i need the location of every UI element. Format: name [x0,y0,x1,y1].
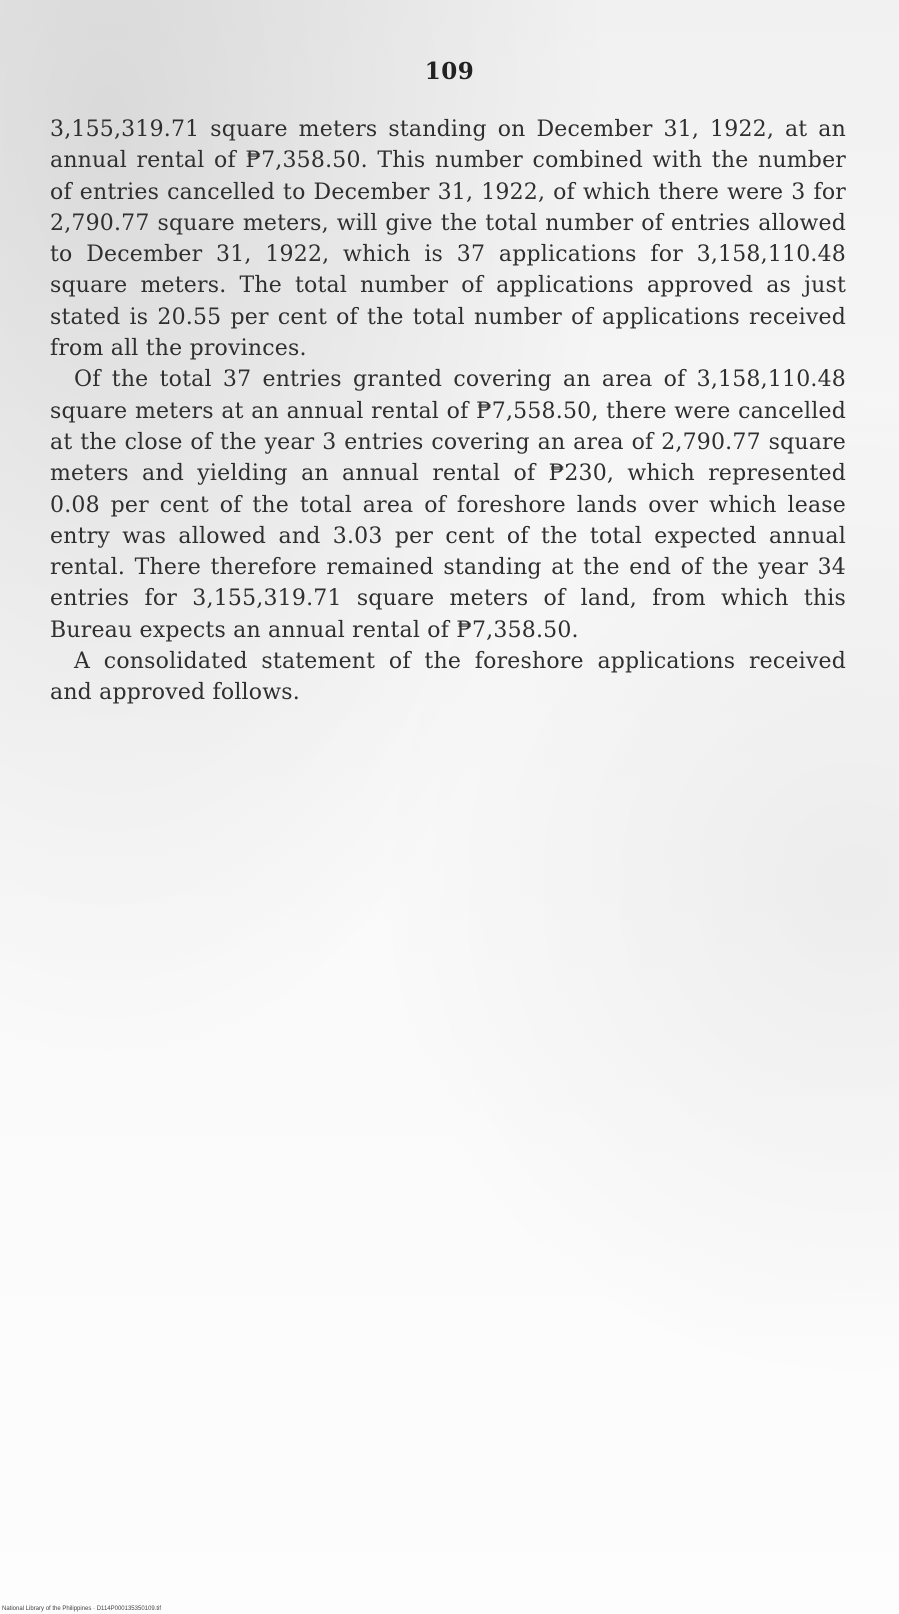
paragraph-1: 3,155,319.71 square meters standing on December 31, 1922, at an annual rental of ₱7,358.50. This number combined with the number of entries cancelled to December 31, 1922, of which there were 3 for 2,790.77 square meters, will give the total number of entries allowed to December 31, 1922, which is 37 applications for 3,158,110.48 square meters. The total number of applications approved as just stated is 20.55 per cent of the total number of applications received from all the provinces. [50,117,846,362]
body-text [50,114,846,709]
paragraph-2: Of the total 37 entries granted covering an area of 3,158,110.48 square meters at an annual rental of ₱7,558.50, there were cancelled at the close of the year 3 entries covering an area of 2,790.77 square meters and yielding an annual rental of ₱230, which represented 0.08 per cent of the total area of foreshore lands over which lease entry was allowed and 3.03 per cent of the total expected annual rental. There therefore remained standing at the end of the year 34 entries for 3,155,319.71 square meters of land, from which this Bureau expects an annual rental of ₱7,358.50. [50,367,846,643]
paragraph-3: A consolidated statement of the foreshore applications received and approved follows. [50,649,846,706]
library-footer: National Library of the Philippines · D114P000135350109.tif [2,1606,161,1612]
page-number: 109 [424,58,475,85]
